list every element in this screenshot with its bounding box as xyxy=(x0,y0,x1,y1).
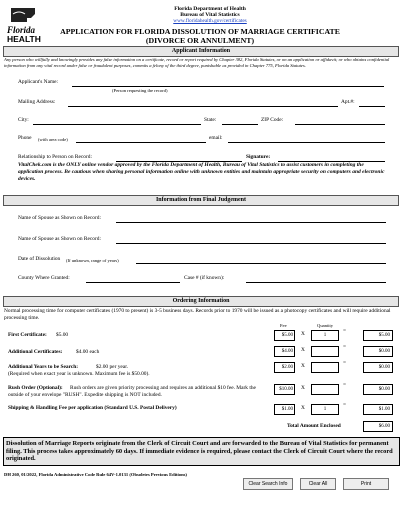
vitalchek-notice: VitalChek.com is the ONLY online vendor approved by the Florida Department of Health, Bureau of Vital Statistics to assist customers in completing the application process. Be cautious when sharing personal information online with unknown entities and maintain appropriate security on computers and electronic devices. xyxy=(18,162,385,182)
form-subtitle: (DIVORCE OR ANNULMENT) xyxy=(145,36,255,45)
fee-amount: $1.00 xyxy=(274,404,295,415)
apt-field[interactable] xyxy=(359,106,385,107)
quantity-input[interactable] xyxy=(311,362,339,373)
zip-label: ZIP Code: xyxy=(261,117,284,123)
form-title: APPLICATION FOR FLORIDA DISSOLUTION OF MARRIAGE CERTIFICATE xyxy=(60,27,340,36)
quantity-input[interactable]: 1 xyxy=(311,330,339,341)
clear-all-button[interactable]: Clear All xyxy=(300,478,336,490)
case-number-field[interactable] xyxy=(246,282,386,283)
total-enclosed-value: $6.00 xyxy=(363,421,393,432)
years-search-note: (Required when exact year is unknown. Maximum fee is $50.00). xyxy=(8,371,150,377)
county-label: County Where Granted: xyxy=(18,275,70,281)
line-total: $0.00 xyxy=(363,346,393,357)
spouse2-label: Name of Spouse as Shown on Record: xyxy=(18,236,101,242)
case-number-label: Case # (if known): xyxy=(184,275,225,281)
quantity-input[interactable] xyxy=(311,346,339,357)
fee-amount: $2.00 xyxy=(274,362,295,373)
fee-amount: $10.00 xyxy=(274,384,295,395)
zip-field[interactable] xyxy=(295,124,385,125)
additional-cert-label: Additional Certificates: xyxy=(8,349,63,355)
multiply-sign: X xyxy=(301,405,305,411)
website-link[interactable]: www.floridahealth.gov/certificates xyxy=(173,18,247,24)
apt-label: Apt.#: xyxy=(341,99,355,105)
clerk-notice: Dissolution of Marriage Reports originate from the Clerk of Circuit Court and are forwarded to the Bureau of Vital Statistics for permanent filing. This process takes approximately 60 days. If immediate evidence is required, please contact the Clerk of Circuit Court where the record originated. xyxy=(3,437,400,466)
rush-order-detail: Rush orders are given priority processing and requires an additional $10 fee. Mark the outside of your envelope "RUSH". Expedite shipping is NOT included. xyxy=(8,385,256,398)
city-field[interactable] xyxy=(33,124,201,125)
signature-label: Signature: xyxy=(246,154,271,160)
email-field[interactable] xyxy=(228,142,385,143)
mailing-address-field[interactable] xyxy=(68,106,338,107)
phone-label: Phone xyxy=(18,135,32,141)
spouse1-label: Name of Spouse as Shown on Record: xyxy=(18,215,101,221)
equals-sign: = xyxy=(343,360,347,366)
county-field[interactable] xyxy=(86,282,180,283)
state-label: State: xyxy=(204,117,217,123)
quantity-input[interactable] xyxy=(311,384,339,395)
city-label: City: xyxy=(18,117,29,123)
line-total: $0.00 xyxy=(363,384,393,395)
false-info-warning: Any person who willfully and knowingly provides any false information on a certificate, record or report required by Chapter 382, Florida Statutes, or on an application or affidavit; or who obtains confidential information from any vital record under false or fraudulent purposes, commits a felony of the third degree, punishable as provided in Chapter 775, Florida Statutes. xyxy=(4,57,390,68)
multiply-sign: X xyxy=(301,385,305,391)
rush-order-label: Rush Order (Optional): xyxy=(8,385,63,391)
multiply-sign: X xyxy=(301,347,305,353)
clear-search-info-button[interactable]: Clear Search Info xyxy=(243,478,293,490)
phone-field[interactable] xyxy=(76,142,206,143)
spouse2-field[interactable] xyxy=(116,243,386,244)
fee-amount: $4.00 xyxy=(274,346,295,357)
quantity-input[interactable]: 1 xyxy=(311,404,339,415)
form-id: DH 260, 01/2022, Florida Administrative Code Rule 64V-1.0131 (Obsoletes Previous Editions) xyxy=(4,472,187,477)
bureau-name: Bureau of Vital Statistics xyxy=(180,12,240,18)
spouse1-field[interactable] xyxy=(116,222,386,223)
dissolution-date-field[interactable] xyxy=(136,263,386,264)
equals-sign: = xyxy=(343,344,347,350)
equals-sign: = xyxy=(343,328,347,334)
applicant-name-hint: (Person requesting the record) xyxy=(112,88,168,93)
applicant-section-header: Applicant Information xyxy=(3,46,399,57)
shipping-label: Shipping & Handling Fee per application (Standard U.S. Postal Delivery) xyxy=(8,405,177,411)
agency-name: Florida Department of Health xyxy=(174,6,246,12)
quantity-column-header: Quantity xyxy=(317,323,334,328)
applicant-name-label: Applicant's Name: xyxy=(18,79,59,85)
state-field[interactable] xyxy=(222,124,258,125)
email-label: email: xyxy=(209,135,223,141)
line-total: $5.00 xyxy=(363,330,393,341)
applicant-name-field[interactable] xyxy=(72,86,384,87)
equals-sign: = xyxy=(343,402,347,408)
years-search-label: Additional Years to be Search: xyxy=(8,364,79,370)
multiply-sign: X xyxy=(301,331,305,337)
line-total: $0.00 xyxy=(363,362,393,373)
first-cert-price: $5.00 xyxy=(56,332,69,338)
judgement-section-header: Information from Final Judgement xyxy=(3,195,399,206)
first-cert-label: First Certificate: xyxy=(8,332,47,338)
equals-sign: = xyxy=(343,382,347,388)
mailing-address-label: Mailing Address: xyxy=(18,99,56,105)
fee-amount: $5.00 xyxy=(274,330,295,341)
dissolution-date-hint: (If unknown, range of years) xyxy=(66,258,119,263)
fee-column-header: Fee xyxy=(280,323,287,328)
dissolution-date-label: Date of Dissolution xyxy=(18,256,61,262)
line-total: $1.00 xyxy=(363,404,393,415)
ordering-section-header: Ordering Information xyxy=(3,296,399,307)
relationship-label: Relationship to Person on Record: xyxy=(18,154,92,160)
additional-cert-price: $4.00 each xyxy=(76,349,100,355)
svg-text:HEALTH: HEALTH xyxy=(7,34,41,44)
multiply-sign: X xyxy=(301,363,305,369)
phone-hint: (with area code) xyxy=(38,137,68,142)
processing-time-text: Normal processing time for computer certificates (1970 to present) is 3-5 business days. Records prior to 1970 will be issued as a photocopy certificates and will require additional processing time. xyxy=(4,308,391,321)
years-search-price: $2.00 per year. xyxy=(96,364,129,370)
total-enclosed-label: Total Amount Enclosed xyxy=(287,423,341,429)
svg-text:Florida: Florida xyxy=(7,25,36,35)
print-button[interactable]: Print xyxy=(343,478,389,490)
